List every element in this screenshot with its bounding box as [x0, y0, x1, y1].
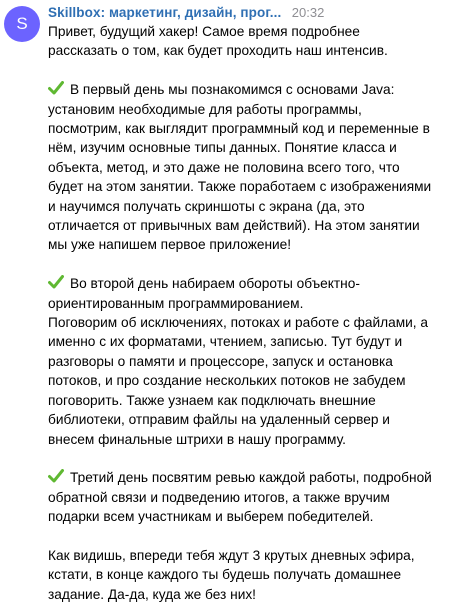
message-text: подарки всем участникам и выберем победителей. [48, 509, 374, 525]
message-text: В первый день мы познакомимся с основами Java: [70, 82, 395, 98]
check-icon [48, 469, 64, 483]
message-line [48, 430, 454, 449]
message-text: потоков, и про создание нескольких потоков не забудем [48, 373, 406, 389]
message-line [48, 177, 454, 196]
message-text: отличается от привычных вам действий). На этом занятии [48, 218, 420, 234]
message-text: нём, изучим основные типы данных. Понятие класса и [48, 140, 397, 156]
message-text: внесем финальные штрихи в нашу программу. [48, 431, 346, 447]
message-line [48, 80, 454, 99]
message-text: поговорить. Также узнаем как подключать внешние [48, 392, 376, 408]
message-text: мы уже напишем первое приложение! [48, 237, 292, 253]
message-text: Во второй день набираем обороты объектно- [70, 276, 360, 292]
message-text: рассказать о том, как будет проходить наш интенсив. [48, 43, 388, 59]
message-paragraph [48, 546, 454, 604]
message-line [48, 41, 454, 60]
message-line [48, 197, 454, 216]
message-line [48, 119, 454, 138]
message-text: кстати, в конце каждого ты будешь получать домашнее [48, 567, 402, 583]
message-line [48, 371, 454, 390]
message-text: Поговорим об исключениях, потоках и работе с файлами, а [48, 315, 428, 331]
message-line [48, 274, 454, 293]
message-line [48, 352, 454, 371]
message-line [48, 332, 454, 351]
message-line [48, 488, 454, 507]
check-icon [48, 81, 64, 95]
message-paragraph [48, 468, 454, 526]
message-text: именно с их форматами, чтением, записью. Тут будут и [48, 334, 403, 350]
message-time: 20:32 [291, 5, 325, 20]
message-line [48, 138, 454, 157]
message-text: объекта, метод, и это даже не половина всего того, что [48, 159, 400, 175]
message-line [48, 100, 454, 119]
message-text: и научимся получать скриншоты с экрана (да, это [48, 198, 365, 214]
message-line [48, 546, 454, 565]
check-icon [48, 275, 64, 289]
message-paragraph [48, 22, 454, 61]
message-text: будет на этом занятии. Также поработаем с изображениями [48, 179, 432, 195]
message-paragraph [48, 80, 454, 255]
message-text: Как видишь, впереди тебя ждут 3 крутых дневных эфира, [48, 547, 415, 563]
message-line [48, 391, 454, 410]
message-text: посмотрим, как выглядит программный код и переменные в [48, 121, 430, 137]
message-line [48, 294, 454, 313]
message-line [48, 565, 454, 584]
avatar[interactable]: S [4, 6, 40, 42]
message-line [48, 22, 454, 41]
message-text: задание. Да-да, куда же без них! [48, 586, 256, 602]
message-line [48, 313, 454, 332]
message-text: установим необходимые для работы программы, [48, 101, 362, 117]
message-body [48, 22, 454, 604]
message-line [48, 585, 454, 604]
message-header [48, 4, 452, 22]
message-text: библиотеки, отправим файлы на удаленный сервер и [48, 412, 390, 428]
message-line [48, 468, 454, 487]
message-text: ориентированным программированием. [48, 295, 304, 311]
message-text: Привет, будущий хакер! Самое время подробнее [48, 24, 360, 39]
message-line [48, 216, 454, 235]
message-line [48, 235, 454, 254]
message-line [48, 507, 454, 526]
message-paragraph [48, 274, 454, 449]
message-text: Третий день посвятим ревью каждой работы, подробной [70, 470, 432, 486]
message-text: разговоры о памяти и процессоре, запуск и остановка [48, 353, 393, 369]
sender-name[interactable]: Skillbox: маркетинг, дизайн, прог... [48, 5, 282, 20]
message-text: обратной связи и подведению итогов, а также вручим [48, 489, 390, 505]
message-line [48, 158, 454, 177]
message-line [48, 410, 454, 429]
